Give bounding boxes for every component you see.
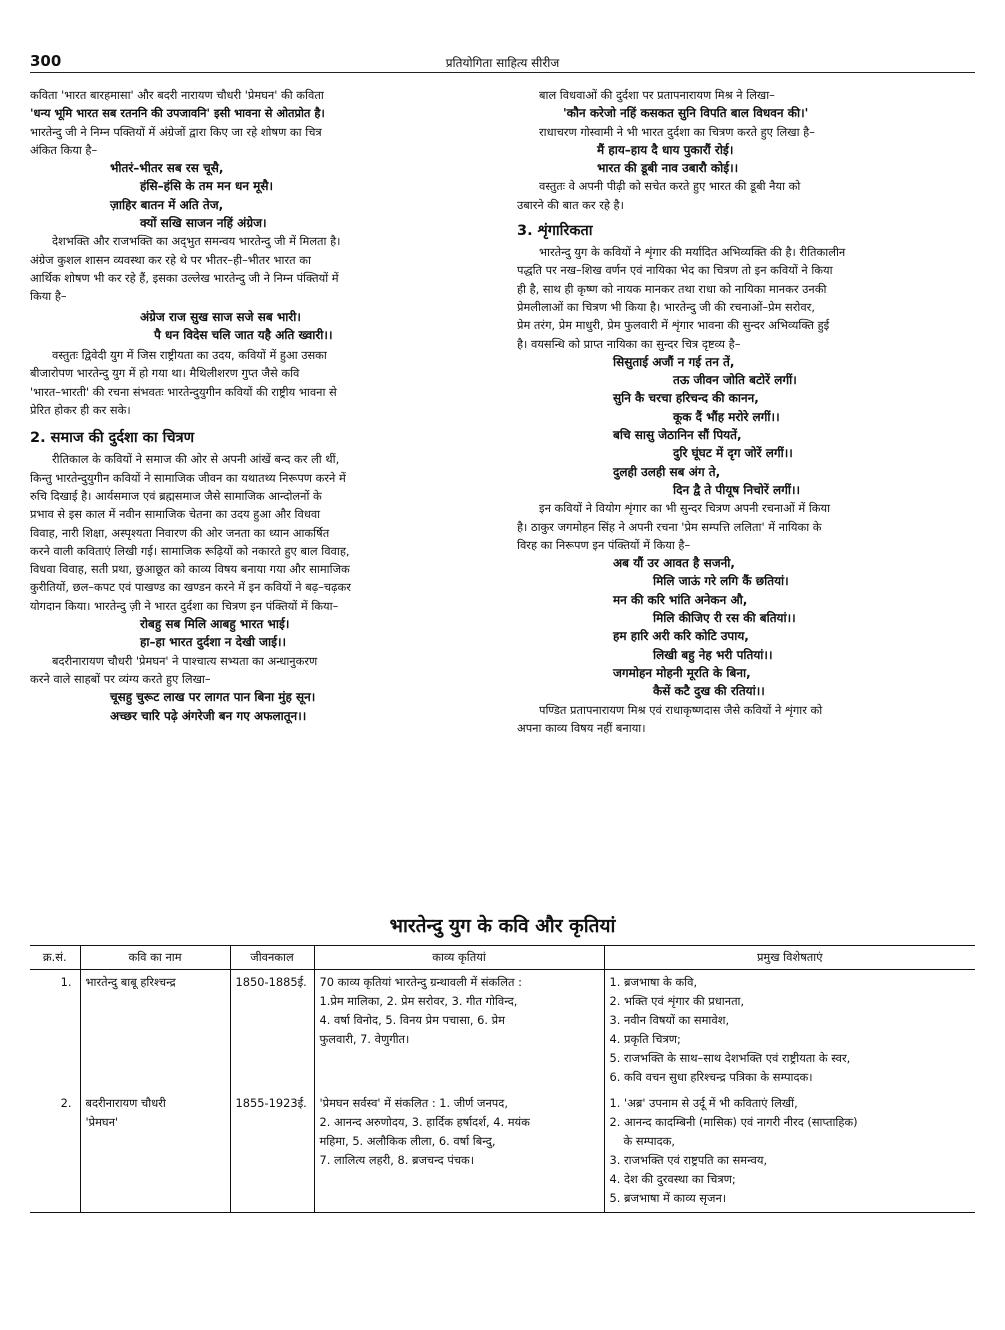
poem-bal-vidhwa: [517, 104, 975, 122]
feature-line: 4. देश की दुरवस्था का चित्रण;: [609, 1172, 736, 1186]
text-line: उबारने की बात कर रहे है।: [517, 197, 624, 212]
intro-paragraph: [30, 86, 492, 159]
paragraph: [517, 243, 975, 353]
text-line: प्रभाव से इस काल में नवीन सामाजिक चेतना का उदय हुआ और विधवा: [30, 507, 321, 522]
page-header: [30, 52, 975, 74]
text-line: विरह का निरूपण इन पंक्तियों में किया है–: [517, 537, 691, 552]
text-line: रीतिकाल के कवियों ने समाज की ओर से अपनी आंखें बन्द कर ली थीं,: [52, 452, 340, 467]
text-line: करने वाले साहबों पर व्यंग्य करते हुए लिखा–: [30, 671, 211, 686]
poem-line: हंसि–हंसि के तम मन धन मूसै।: [140, 179, 274, 194]
poem-sisutai: [517, 353, 975, 499]
text-line: आर्थिक शोषण भी कर रहे हैं, इसका उल्लेख भारतेन्दु जी ने निम्न पंक्तियों में: [30, 270, 339, 285]
poem-line: मिलि कीजिए री रस की बतियां।।: [653, 611, 796, 626]
poem-line: भारत की डूबी नाव उबारौ कोई।।: [597, 161, 739, 176]
feature-line: 1. 'अब्र' उपनाम से उर्दू में भी कविताएं लिखीं,: [609, 1096, 798, 1110]
header-rule: [30, 72, 975, 73]
works-line: 2. आनन्द अरुणोदय, 3. हार्दिक हर्षादर्श, 4. मयंक: [319, 1115, 530, 1129]
text-line: देशभक्ति और राजभक्ति का अद्‌भुत समन्वय भारतेन्दु जी में मिलता है।: [52, 234, 341, 249]
section-heading-samaj: 2. समाज की दुर्दशा का चित्रण: [30, 430, 195, 447]
poem-line: अच्छर चारि पढ़े अंगरेजी बन गए अफलातून।।: [110, 708, 307, 723]
poets-works-table: [30, 945, 975, 1213]
poem-hay-hay: [517, 141, 975, 178]
poem-line: सिसुताई अजौं न गई तन तें,: [613, 354, 735, 369]
text-line: 'भारत–भारती' की रचना संभवतः भारतेन्दुयुगीन कवियों की राष्ट्रीय भावना से: [30, 384, 337, 399]
feature-line: 3. नवीन विषयों का समावेश,: [609, 1013, 730, 1027]
text-line: रुचि दिखाई है। आर्यसमाज एवं ब्रह्मसमाज जैसे सामाजिक आन्दोलनों के: [30, 488, 322, 503]
section-heading-shringarikta: 3. शृंगारिकता: [517, 223, 593, 240]
feature-line: 5. राजभक्ति के साथ–साथ देशभक्ति एवं राष्ट्रीयता के स्वर,: [609, 1051, 851, 1065]
text-line: अंकित किया है–: [30, 142, 98, 157]
poem-bharat-durdasha: [30, 615, 492, 652]
table-row: [30, 970, 975, 1092]
header-serial: क्र.सं.: [30, 946, 80, 970]
cell-serial: 1.: [60, 975, 72, 989]
paragraph: [30, 346, 492, 419]
poem-line: दुलही उलही सब अंग ते,: [613, 464, 721, 479]
poet-name: बदरीनारायण चौधरी: [85, 1096, 166, 1110]
cell-serial: 2.: [30, 1091, 80, 1213]
text-line: बदरीनारायण चौधरी 'प्रेमघन' ने पाश्चात्य सभ्यता का अन्धानुकरण: [52, 653, 318, 668]
poem-ab-yon: [517, 554, 975, 700]
works-line: 'प्रेमघन सर्वस्व' में संकलित : 1. जीर्ण जनपद,: [319, 1096, 508, 1110]
works-line: 70 काव्य कृतियां भारतेन्दु ग्रन्थावली में संकलित :: [319, 975, 522, 989]
text-line: 'धन्य भूमि भारत सब रतननि की उपजावनि' इसी भावना से ओतप्रोत है।: [30, 106, 325, 121]
works-line: 4. वर्षा विनोद, 5. विनय प्रेम पचासा, 6. प्रेम: [319, 1013, 505, 1027]
poem-line: पै धन विदेस चलि जात यहै अति ख्वारी।।: [154, 327, 333, 342]
text-line: विधवा विवाह, सती प्रथा, छुआछूत को काव्य विषय बनाया गया और सामाजिक: [30, 562, 350, 577]
poem-line: हम हारि अरी करि कोटि उपाय,: [613, 629, 749, 644]
poem-line: जगमोहन मोहनी मूरति के बिना,: [613, 665, 751, 680]
poem-angrej-shoshan: [30, 159, 492, 232]
poem-line: कैसें कटै दुख की रतियां।।: [653, 684, 765, 699]
poem-line: दुरि घूंघट में दृग जोरें लगीं।।: [673, 446, 793, 461]
poem-line: सुनि कै चरचा हरिचन्द की कानन,: [613, 391, 759, 406]
paragraph: [517, 701, 975, 738]
poem-line: अंग्रेज राज सुख साज सजे सब भारी।: [140, 309, 301, 324]
poem-line: चूसहु चुरूट लाख पर लागत पान बिना मुंह सून।: [110, 690, 316, 705]
feature-line: के सम्पादक,: [623, 1134, 676, 1148]
page-number: 300: [30, 52, 62, 70]
cell-works: [314, 970, 604, 1092]
text-line: बीजारोपण भारतेन्दु युग में हो गया था। मैथिलीशरण गुप्त जैसे कवि: [30, 366, 300, 381]
table-header-row: [30, 946, 975, 970]
text-line: वस्तुतः द्विवेदी युग में जिस राष्ट्रीयता का उदय, कवियों में हुआ उसका: [52, 348, 327, 363]
paragraph: [30, 652, 492, 689]
header-poet: कवि का नाम: [80, 946, 230, 970]
text-line: विवाह, नारी शिक्षा, अस्पृश्यता निवारण की ओर जनता का ध्यान आकर्षित: [30, 525, 330, 540]
cell-features: [604, 1091, 975, 1213]
poem-line: क्यों सखि साजन नहिं अंग्रेज।: [140, 216, 267, 231]
feature-line: 4. प्रकृति चित्रण;: [609, 1032, 681, 1046]
cell-works: [314, 1091, 604, 1213]
poem-churut: [30, 688, 492, 725]
text-line: बाल विधवाओं की दुर्दशा पर प्रतापनारायण मिश्र ने लिखा–: [539, 88, 775, 102]
works-line: महिमा, 5. अलौकिक लीला, 6. वर्षा बिन्दु,: [319, 1134, 496, 1148]
poem-line: रोबहु सब मिलि आबहु भारत भाई।: [140, 617, 290, 632]
feature-line: 5. ब्रजभाषा में काव्य सृजन।: [609, 1191, 727, 1205]
text-line: है। ठाकुर जगमोहन सिंह ने अपनी रचना 'प्रेम सम्पत्ति ललिता' में नायिका के: [517, 519, 822, 534]
poem-line: तऊ जीवन जोति बटोरें लगीं।: [673, 373, 797, 388]
header-features: प्रमुख विशेषताएं: [604, 946, 975, 970]
header-lifespan: जीवनकाल: [230, 946, 314, 970]
text-line: पण्डित प्रतापनारायण मिश्र एवं राधाकृष्णदास जैसे कवियों ने शृंगार को: [539, 702, 823, 717]
poem-line: मिलि जाऊं गरे लगि कैं छतियां।: [653, 574, 789, 589]
text-line: राधाचरण गोस्वामी ने भी भारत दुर्दशा का चित्रण करते हुए लिखा है–: [539, 124, 815, 139]
text-line: प्रेम तरंग, प्रेम माधुरी, प्रेम फुलवारी में शृंगार भावना की सुन्दर अभिव्यक्ति हुई: [517, 318, 830, 333]
text-line: कुरीतियों, छल–कपट एवं पाखण्ड का खण्डन करने में इन कवियों ने बढ़–चढ़कर: [30, 580, 351, 595]
header-works: काव्य कृतियां: [314, 946, 604, 970]
paragraph: [30, 232, 492, 305]
poem-line: लिखी बहु नेह भरी पतियां।।: [653, 647, 773, 662]
works-line: फुलवारी, 7. वेणुगीत।: [319, 1032, 410, 1046]
feature-line: 2. भक्ति एवं शृंगार की प्रधानता,: [609, 994, 745, 1008]
cell-poet: [80, 1091, 230, 1213]
poem-line: ज़ाहिर बातन में अति तेज,: [110, 197, 224, 212]
right-column: [517, 86, 975, 737]
paragraph: [517, 177, 975, 214]
cell-features: [604, 970, 975, 1092]
poem-angrej-raj: [30, 308, 492, 345]
paragraph: [517, 499, 975, 554]
feature-line: 6. कवि वचन सुधा हरिश्चन्द्र पत्रिका के सम्पादक।: [609, 1070, 813, 1084]
cell-lifespan: 1850-1885ई.: [230, 970, 314, 1092]
poem-line: बचि सासु जेठानिन सौं पियतें,: [613, 428, 742, 443]
text-line: पद्धति पर नख–शिख वर्णन एवं नायिका भेद का चित्रण तो इन कवियों ने किया: [517, 263, 833, 278]
text-line: प्रेरित होकर ही कर सके।: [30, 403, 131, 418]
cell-lifespan: 1855-1923ई.: [230, 1091, 314, 1213]
table-title: भारतेन्दु युग के कवि और कृतियां: [389, 915, 616, 937]
series-title: प्रतियोगिता साहित्य सीरीज: [445, 56, 560, 70]
cell-poet: [80, 970, 230, 1092]
text-line: प्रेमलीलाओं का चित्रण भी किया है। भारतेन्दु जी की रचनाओं–प्रेम सरोवर,: [517, 299, 815, 314]
poem-line: कूक दैं भौंह मरोरे लगीं।।: [673, 409, 780, 424]
text-line: ही है, साथ ही कृष्ण को नायक मानकर तथा राधा को नायिका मानकर उनकी: [517, 281, 827, 296]
text-line: किया है–: [30, 289, 67, 304]
text-line: इन कवियों ने वियोग शृंगार का भी सुन्दर चित्रण अपनी रचनाओं में किया: [539, 501, 831, 516]
table-row: [30, 1091, 975, 1213]
poem-line: अब यौं उर आवत है सजनी,: [613, 556, 735, 571]
text-line: कविता 'भारत बारहमासा' और बदरी नारायण चौधरी 'प्रेमघन' की कविता: [30, 88, 324, 102]
poem-line: मन की करि भांति अनेकन औ,: [613, 592, 748, 607]
text-line: अंग्रेज कुशल शासन व्यवस्था कर रहे थे पर भीतर–ही–भीतर भारत का: [30, 252, 311, 267]
feature-line: 3. राजभक्ति एवं राष्ट्रपति का समन्वय,: [609, 1153, 768, 1167]
text-line: योगदान किया। भारतेन्दु ज़ी ने भारत दुर्दशा का चित्रण इन पंक्तियों में किया–: [30, 598, 339, 613]
feature-line: 1. ब्रजभाषा के कवि,: [609, 975, 698, 989]
text-line: किन्तु भारतेन्दुयुगीन कवियों ने सामाजिक जीवन का यथातथ्य निरूपण करने में: [30, 470, 346, 485]
left-column: [30, 86, 492, 725]
works-line: 7. लालित्य लहरी, 8. ब्रजचन्द पंचक।: [319, 1153, 475, 1167]
poem-line: मैं हाय–हाय दै धाय पुकारौं रोई।: [597, 142, 734, 157]
poet-pen-name: 'प्रेमघन': [85, 1115, 119, 1129]
text-line: भारतेन्दु युग के कवियों ने शृंगार की मर्यादित अभिव्यक्ति की है। रीतिकालीन: [539, 245, 846, 260]
works-line: 1.प्रेम मालिका, 2. प्रेम सरोवर, 3. गीत गोविन्द,: [319, 994, 518, 1008]
text-line: भारतेन्दु जी ने निम्न पक्तियों में अंग्रेजों द्वारा किए जा रहे शोषण का चित्र: [30, 124, 322, 139]
text-line: करने वाली कविताएं लिखी गई। सामाजिक रूढ़ियों को नकारते हुए बाल विवाह,: [30, 543, 350, 558]
text-line: वस्तुतः वे अपनी पीढ़ी को सचेत करते हुए भारत की डूबी नैया को: [539, 179, 801, 194]
feature-line: 2. आनन्द कादम्बिनी (मासिक) एवं नागरी नीरद (साप्ताहिक): [609, 1115, 858, 1129]
poem-line: दिन द्वै ते पीयूष निचोरें लगीं।।: [673, 482, 801, 497]
paragraph: [30, 450, 492, 615]
poem-line: भीतरं–भीतर सब रस चूसै,: [110, 161, 224, 176]
text-line: है। वयसन्धि को प्राप्त नायिका का सुन्दर चित्र दृष्टव्य है–: [517, 336, 741, 351]
poem-line: 'कौन करेजो नहिं कसकत सुनि विपति बाल विधवन की।': [563, 106, 809, 121]
poem-line: हा–हा भारत दुर्दशा न देखी जाई।।: [140, 635, 287, 650]
text-line: अपना काव्य विषय नहीं बनाया।: [517, 720, 646, 735]
poet-name: भारतेन्दु बाबू हरिश्चन्द्र: [85, 975, 176, 989]
